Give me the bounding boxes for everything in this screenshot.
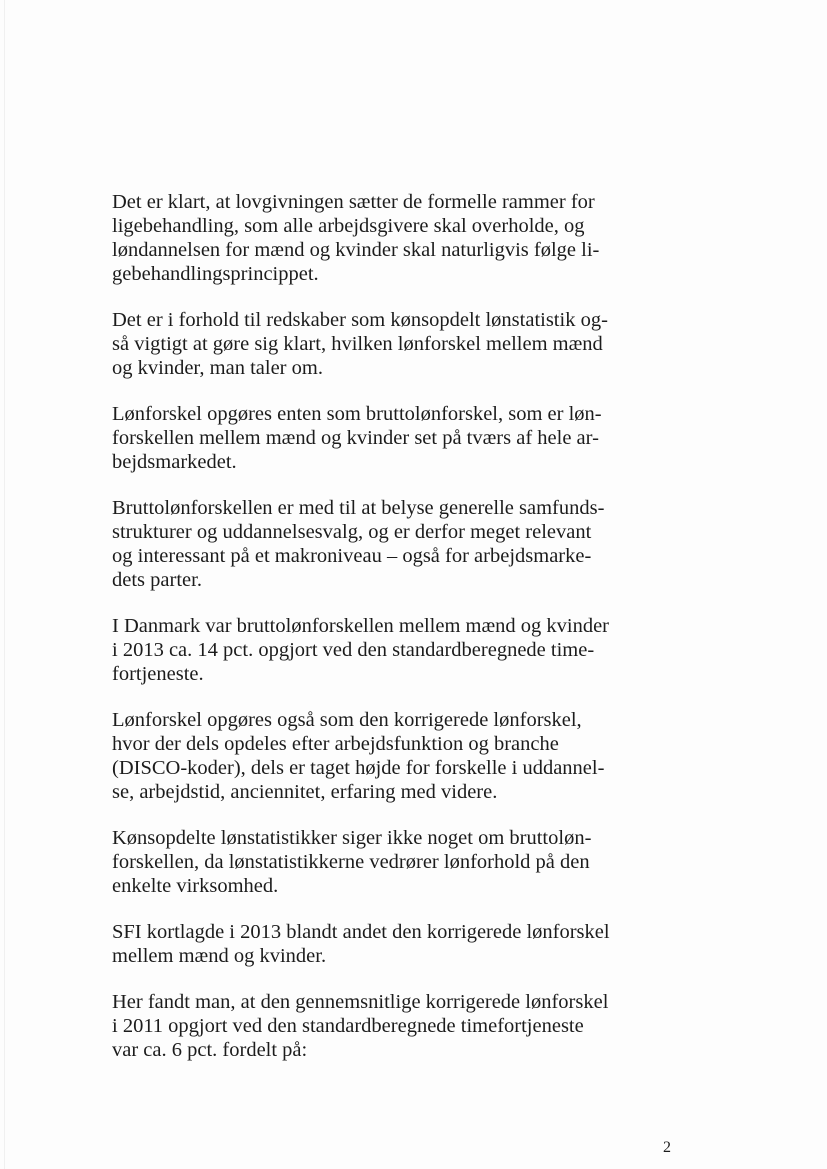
text-column — [112, 190, 632, 1084]
text-line: mellem mænd og kvinder. — [112, 945, 327, 967]
text-line: ligebehandling, som alle arbejdsgivere skal overholde, og — [112, 215, 585, 237]
text-line: Det er i forhold til redskaber som kønsopdelt lønstatistik og- — [112, 309, 608, 331]
paragraph — [112, 920, 632, 968]
text-line: og interessant på et makroniveau – også for arbejdsmarke- — [112, 545, 592, 567]
text-line: Her fandt man, at den gennemsnitlige korrigerede lønforskel — [112, 991, 609, 1013]
text-line: løndannelsen for mænd og kvinder skal naturligvis følge li- — [112, 239, 600, 261]
scan-edge — [4, 0, 5, 1169]
text-line: forskellen, da lønstatistikkerne vedrører lønforhold på den — [112, 851, 590, 873]
text-line: fortjeneste. — [112, 663, 204, 685]
text-line: Bruttolønforskellen er med til at belyse generelle samfunds- — [112, 497, 605, 519]
page-number: 2 — [663, 1139, 671, 1156]
text-line: i 2011 opgjort ved den standardberegnede timefortjeneste — [112, 1015, 584, 1037]
text-line: Lønforskel opgøres også som den korrigerede lønforskel, — [112, 709, 582, 731]
text-line: gebehandlingsprincippet. — [112, 263, 319, 285]
text-line: forskellen mellem mænd og kvinder set på tværs af hele ar- — [112, 427, 599, 449]
text-line: I Danmark var bruttolønforskellen mellem mænd og kvinder — [112, 615, 610, 637]
text-line: dets parter. — [112, 569, 202, 591]
paragraph — [112, 990, 632, 1062]
text-line: enkelte virksomhed. — [112, 875, 279, 897]
text-line: var ca. 6 pct. fordelt på: — [112, 1039, 308, 1061]
text-line: så vigtigt at gøre sig klart, hvilken lønforskel mellem mænd — [112, 333, 603, 355]
text-line: Det er klart, at lovgivningen sætter de formelle rammer for — [112, 191, 595, 213]
text-line: Kønsopdelte lønstatistikker siger ikke noget om bruttoløn- — [112, 827, 592, 849]
text-line: bejdsmarkedet. — [112, 451, 237, 473]
text-line: og kvinder, man taler om. — [112, 357, 323, 379]
text-line: strukturer og uddannelsesvalg, og er derfor meget relevant — [112, 521, 592, 543]
text-line: i 2013 ca. 14 pct. opgjort ved den standardberegnede time- — [112, 639, 595, 661]
text-line: (DISCO-koder), dels er taget højde for forskelle i uddannel- — [112, 757, 605, 779]
paragraph — [112, 402, 632, 474]
text-line: Lønforskel opgøres enten som bruttolønforskel, som er løn- — [112, 403, 602, 425]
paragraph — [112, 496, 632, 592]
text-line: SFI kortlagde i 2013 blandt andet den korrigerede lønforskel — [112, 921, 610, 943]
paragraph — [112, 190, 632, 286]
paragraph — [112, 308, 632, 380]
text-line: se, arbejdstid, anciennitet, erfaring med videre. — [112, 781, 498, 803]
paragraph — [112, 826, 632, 898]
paragraph — [112, 614, 632, 686]
paragraph — [112, 708, 632, 804]
text-line: hvor der dels opdeles efter arbejdsfunktion og branche — [112, 733, 559, 755]
